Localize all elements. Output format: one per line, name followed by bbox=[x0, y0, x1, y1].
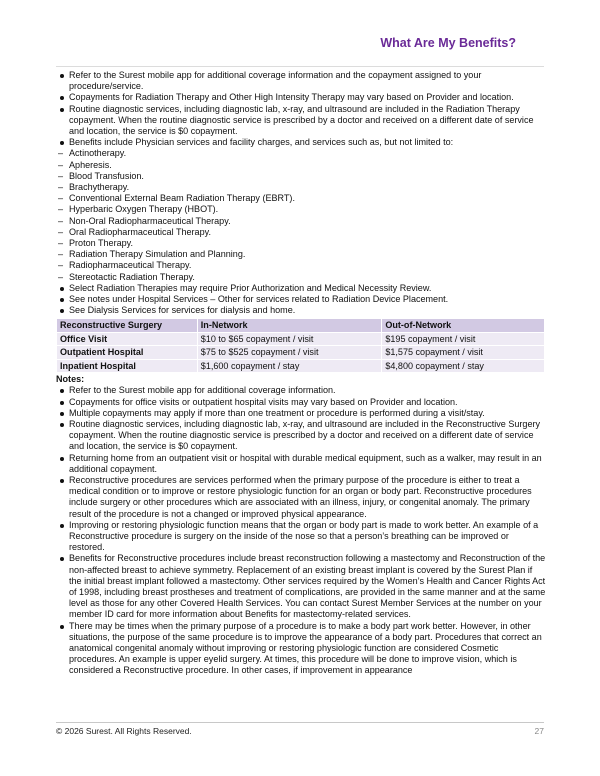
list-item: Reconstructive procedures are services performed when the primary purpose of the procedure is either to treat a medical condition or to improve or restore physiologic function for an organ or body part. Reconstructive procedures include surgery or other procedures which are associated with an illness, injury, or congenital anomaly. The primary result of the procedure is not a changed or improved physical appearance. bbox=[56, 475, 546, 520]
table-row-label: Outpatient Hospital bbox=[57, 346, 198, 359]
sub-list-item: – Hyperbaric Oxygen Therapy (HBOT). bbox=[56, 204, 546, 215]
notes-list bbox=[56, 385, 546, 676]
table-row bbox=[57, 332, 545, 345]
notes-heading: Notes: bbox=[56, 374, 85, 385]
sub-list-item: – Oral Radiopharmaceutical Therapy. bbox=[56, 227, 546, 238]
list-item: Benefits include Physician services and facility charges, and services such as, but not limited to: bbox=[56, 137, 546, 148]
list-item: Select Radiation Therapies may require Prior Authorization and Medical Necessity Review. bbox=[56, 283, 546, 294]
list-item: Routine diagnostic services, including diagnostic lab, x-ray, and ultrasound are included in the Reconstructive Surgery copayment. When the routine diagnostic service is prescribed by a doctor and received on a different date of service and location, the service is $0 copayment. bbox=[56, 419, 546, 453]
table-row bbox=[57, 346, 545, 359]
table-header-cell: Out-of-Network bbox=[382, 319, 545, 332]
list-item: Benefits for Reconstructive procedures include breast reconstruction following a mastectomy and Reconstruction of the non-affected breast to achieve symmetry. Replacement of an existing breast implant is covered by the Surest Plan if the initial breast implant followed a mastectomy. Other services required by the Women’s Health and Cancer Rights Act of 1998, including breast prostheses and treatment of complications, are provided in the same manner and at the same level as those for any other Covered Health Services. You can contact Surest Member Services at the number on your member ID card for more information about Benefits for mastectomy-related services. bbox=[56, 553, 546, 620]
list-item: Copayments for Radiation Therapy and Other High Intensity Therapy may vary based on Provider and location. bbox=[56, 92, 546, 103]
table-cell: $75 to $525 copayment / visit bbox=[197, 346, 382, 359]
list-item: See notes under Hospital Services – Other for services related to Radiation Device Placement. bbox=[56, 294, 546, 305]
sub-list-item: – Actinotherapy. bbox=[56, 148, 546, 159]
table-cell: $10 to $65 copayment / visit bbox=[197, 332, 382, 345]
sub-list-item: – Proton Therapy. bbox=[56, 238, 546, 249]
list-item: Refer to the Surest mobile app for additional coverage information and the copayment assigned to your procedure/service. bbox=[56, 70, 546, 92]
sub-list-item: – Conventional External Beam Radiation Therapy (EBRT). bbox=[56, 193, 546, 204]
reconstructive-surgery-table bbox=[56, 318, 545, 373]
list-item: See Dialysis Services for services for dialysis and home. bbox=[56, 305, 546, 316]
radiation-notes-list bbox=[56, 70, 546, 148]
sub-list-item: – Stereotactic Radiation Therapy. bbox=[56, 272, 546, 283]
radiation-services-list bbox=[56, 148, 546, 282]
page-title: What Are My Benefits? bbox=[380, 36, 516, 50]
page-content bbox=[56, 70, 546, 677]
table-row-label: Office Visit bbox=[57, 332, 198, 345]
table-row-label: Inpatient Hospital bbox=[57, 359, 198, 372]
table-row bbox=[57, 359, 545, 372]
list-item: Copayments for office visits or outpatient hospital visits may vary based on Provider and location. bbox=[56, 397, 546, 408]
list-item: Multiple copayments may apply if more than one treatment or procedure is performed during a visit/stay. bbox=[56, 408, 546, 419]
page-number: 27 bbox=[534, 726, 544, 736]
footer-divider bbox=[56, 722, 544, 723]
list-item: There may be times when the primary purpose of a procedure is to make a body part work better. However, in other situations, the purpose of the same procedure is to improve the appearance of a body part. Procedures that correct an anatomical congenital anomaly without improving or restoring physiologic function are considered Cosmetic procedures. An example is upper eyelid surgery. At times, this procedure will be done to improve vision, which is considered a Reconstructive procedure. In other cases, if improvement in appearance bbox=[56, 621, 546, 677]
radiation-notes-list-continued bbox=[56, 283, 546, 317]
sub-list-item: – Radiopharmaceutical Therapy. bbox=[56, 260, 546, 271]
sub-list-item: – Non-Oral Radiopharmaceutical Therapy. bbox=[56, 216, 546, 227]
table-cell: $1,575 copayment / visit bbox=[382, 346, 545, 359]
header-divider bbox=[56, 66, 544, 67]
list-item: Refer to the Surest mobile app for additional coverage information. bbox=[56, 385, 546, 396]
sub-list-item: – Apheresis. bbox=[56, 160, 546, 171]
table-header-row bbox=[57, 319, 545, 332]
table-cell: $4,800 copayment / stay bbox=[382, 359, 545, 372]
table-header-cell: In-Network bbox=[197, 319, 382, 332]
table-cell: $195 copayment / visit bbox=[382, 332, 545, 345]
table-cell: $1,600 copayment / stay bbox=[197, 359, 382, 372]
copyright-text: © 2026 Surest. All Rights Reserved. bbox=[56, 726, 192, 736]
list-item: Returning home from an outpatient visit or hospital with durable medical equipment, such as a walker, may result in an additional copayment. bbox=[56, 453, 546, 475]
list-item: Improving or restoring physiologic function means that the organ or body part is made to work better. An example of a Reconstructive procedure is surgery on the inside of the nose so that a person’s breathing can be improved or restored. bbox=[56, 520, 546, 554]
sub-list-item: – Radiation Therapy Simulation and Planning. bbox=[56, 249, 546, 260]
table-header-cell: Reconstructive Surgery bbox=[57, 319, 198, 332]
sub-list-item: – Blood Transfusion. bbox=[56, 171, 546, 182]
list-item: Routine diagnostic services, including diagnostic lab, x-ray, and ultrasound are included in the Radiation Therapy copayment. When the routine diagnostic service is prescribed by a doctor and received on a different date of service and location, the service is $0 copayment. bbox=[56, 104, 546, 138]
sub-list-item: – Brachytherapy. bbox=[56, 182, 546, 193]
